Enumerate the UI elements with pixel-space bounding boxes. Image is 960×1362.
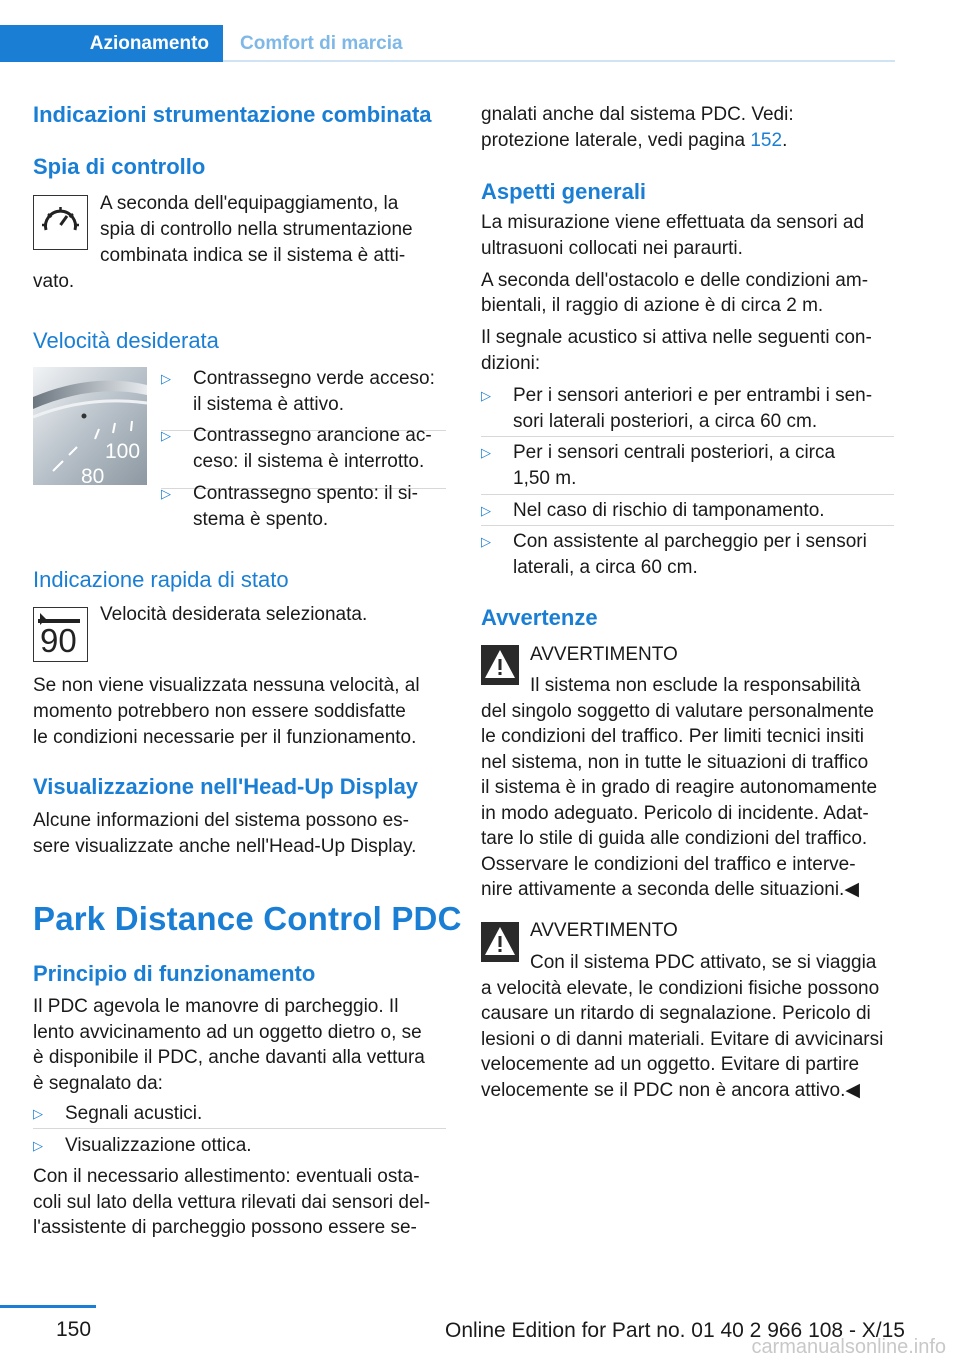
right-cont-period: .: [782, 130, 788, 151]
list-item-text: 1,50 m.: [513, 467, 577, 489]
warning-2-line-2: a velocità elevate, le condizioni fisiche possono: [481, 978, 880, 999]
para1-line-1: Se non viene visualizzata nessuna velocità, al: [33, 675, 420, 696]
triangle-bullet-icon: ▷: [161, 428, 171, 443]
gauge-label-80: 80: [81, 465, 105, 485]
heading-head-up: Visualizzazione nell'Head-Up Display: [33, 774, 419, 799]
triangle-bullet-icon: ▷: [481, 388, 491, 403]
warning-triangle-icon: [481, 645, 519, 690]
para2-line-1: Alcune informazioni del sistema possono es‐: [33, 810, 409, 831]
list-item-text: Segnali acustici.: [65, 1103, 203, 1124]
warning-1-line-5: il sistema è in grado di reagire autonomamente: [481, 777, 878, 798]
spia-line-4: vato.: [33, 271, 75, 292]
tab-comfort-di-marcia[interactable]: Comfort di marcia: [240, 32, 403, 54]
para-c-line-2: dizioni:: [481, 353, 541, 374]
warning-1-line-2: del singolo soggetto di valutare personalmente: [481, 701, 874, 722]
list-item-text: Contrassegno spento: il si‐: [193, 483, 418, 504]
spia-line-1: A seconda dell'equipaggiamento, la: [100, 193, 399, 214]
list-divider: [481, 436, 894, 437]
list-divider: [481, 525, 894, 526]
spia-line-3: combinata indica se il sistema è atti‐: [100, 245, 406, 266]
list-item-text: ceso: il sistema è interrotto.: [193, 450, 425, 472]
warning-1-line-4: nel sistema, non in tutte le situazioni di traffico: [481, 752, 869, 773]
warning-1-line-3: le condizioni del traffico. Per limiti tecnici insiti: [481, 726, 864, 747]
para-a-line-2: ultrasuoni collocati nei paraurti.: [481, 238, 743, 259]
warning-1-line-9: nire attivamente a seconda delle situazioni.◀: [481, 879, 859, 900]
heading-principio: Principio di funzionamento: [33, 961, 316, 986]
warning-2-line-1: Con il sistema PDC attivato, se si viaggia: [530, 952, 877, 973]
right-cont-line-2: [481, 128, 787, 154]
watermark: carmanualsonline.info: [751, 1336, 946, 1358]
triangle-bullet-icon: ▷: [33, 1138, 43, 1153]
right-cont-line-1: gnalati anche dal sistema PDC. Vedi:: [481, 104, 794, 125]
para4-line-3: l'assistente di parcheggio possono essere se‐: [33, 1217, 417, 1238]
para-b-line-2: bientali, il raggio di azione è di circa 2 m.: [481, 295, 824, 316]
speedometer-image: [33, 367, 147, 485]
tab-azionamento[interactable]: Azionamento: [0, 25, 223, 62]
list-item-text: Nel caso di rischio di tamponamento.: [513, 500, 825, 521]
heading-pdc: Park Distance Control PDC: [33, 900, 462, 937]
list-item-text: Visualizzazione ottica.: [65, 1135, 252, 1156]
para-c-line-1: Il segnale acustico si attiva nelle seguenti con‐: [481, 327, 872, 348]
edition-text: Online Edition for Part no. 01 40 2 966 108 - X/15: [445, 1319, 905, 1342]
header-divider: [223, 60, 895, 62]
heading-spia: Spia di controllo: [33, 154, 206, 179]
para3-line-4: è segnalato da:: [33, 1073, 163, 1094]
right-cont-text: protezione laterale, vedi pagina: [481, 130, 751, 151]
list-item-text: stema è spento.: [193, 508, 329, 530]
list-divider: [481, 494, 894, 495]
list-item-text: Con assistente al parcheggio per i sensori: [513, 531, 867, 552]
triangle-bullet-icon: ▷: [481, 534, 491, 549]
para4-line-1: Con il necessario allestimento: eventuali osta‐: [33, 1166, 420, 1187]
warning-2-line-5: velocemente ad un oggetto. Evitare di partire: [481, 1054, 860, 1075]
page-link-152[interactable]: 152: [750, 130, 783, 151]
warning-2-title: AVVERTIMENTO: [530, 920, 678, 941]
para-b-line-1: A seconda dell'ostacolo e delle condizioni am‐: [481, 270, 869, 291]
para4-line-2: coli sul lato della vettura rilevati dai sensori del‐: [33, 1192, 431, 1213]
list-divider: [33, 1128, 446, 1129]
set-speed-value: 90: [40, 622, 77, 659]
set-speed-icon: [33, 607, 88, 662]
heading-aspetti: Aspetti generali: [481, 179, 647, 204]
warning-2-line-3: causare un ritardo di segnalazione. Pericolo di: [481, 1003, 871, 1024]
list-item-text: Per i sensori centrali posteriori, a circa: [513, 442, 836, 463]
list-item-text: il sistema è attivo.: [193, 393, 344, 415]
triangle-bullet-icon: ▷: [161, 486, 171, 501]
para3-line-1: Il PDC agevola le manovre di parcheggio. Il: [33, 996, 399, 1017]
warning-triangle-icon: [481, 922, 519, 967]
para2-line-2: sere visualizzate anche nell'Head-Up Display.: [33, 836, 417, 857]
triangle-bullet-icon: ▷: [481, 503, 491, 518]
rapida-text: Velocità desiderata selezionata.: [100, 604, 368, 625]
spia-line-2: spia di controllo nella strumentazione: [100, 219, 413, 240]
triangle-bullet-icon: ▷: [33, 1106, 43, 1121]
para3-line-2: lento avvicinamento ad un oggetto dietro o, se: [33, 1022, 422, 1043]
heading-indicazioni: Indicazioni strumentazione combinata: [33, 102, 432, 127]
warning-1-line-7: tare lo stile di guida alle condizioni del traffico.: [481, 828, 868, 849]
warning-2-line-6: velocemente se il PDC non è ancora attivo.◀: [481, 1080, 860, 1101]
warning-1-line-6: in modo adeguato. Pericolo di incidente. Adat‐: [481, 803, 869, 824]
warning-2-line-4: lesioni o di danni materiali. Evitare di avvicinarsi: [481, 1029, 884, 1050]
triangle-bullet-icon: ▷: [481, 445, 491, 460]
list-item-text: sori laterali posteriori, a circa 60 cm.: [513, 410, 818, 432]
list-item-text: Per i sensori anteriori e per entrambi i sen‐: [513, 385, 873, 406]
para3-line-3: è disponibile il PDC, anche davanti alla vettura: [33, 1047, 425, 1068]
para-a-line-1: La misurazione viene effettuata da sensori ad: [481, 212, 865, 233]
heading-velocita: Velocità desiderata: [33, 328, 219, 353]
page-number: 150: [56, 1318, 92, 1341]
list-item-text: Contrassegno verde acceso:: [193, 368, 435, 389]
list-item-text: laterali, a circa 60 cm.: [513, 556, 698, 578]
triangle-bullet-icon: ▷: [161, 371, 171, 386]
heading-avvertenze: Avvertenze: [481, 605, 598, 630]
list-item-text: Contrassegno arancione ac‐: [193, 425, 432, 446]
cruise-control-icon: [33, 195, 88, 250]
gauge-label-100: 100: [105, 440, 141, 463]
footer-accent-line: [0, 1305, 96, 1308]
warning-1-title: AVVERTIMENTO: [530, 644, 678, 665]
warning-1-line-8: Osservare le condizioni del traffico e interve‐: [481, 854, 856, 875]
para1-line-3: le condizioni necessarie per il funzionamento.: [33, 727, 417, 748]
para1-line-2: momento potrebbero non essere soddisfatte: [33, 701, 406, 722]
heading-rapida: Indicazione rapida di stato: [33, 567, 289, 592]
warning-1-line-1: Il sistema non esclude la responsabilità: [530, 675, 861, 696]
